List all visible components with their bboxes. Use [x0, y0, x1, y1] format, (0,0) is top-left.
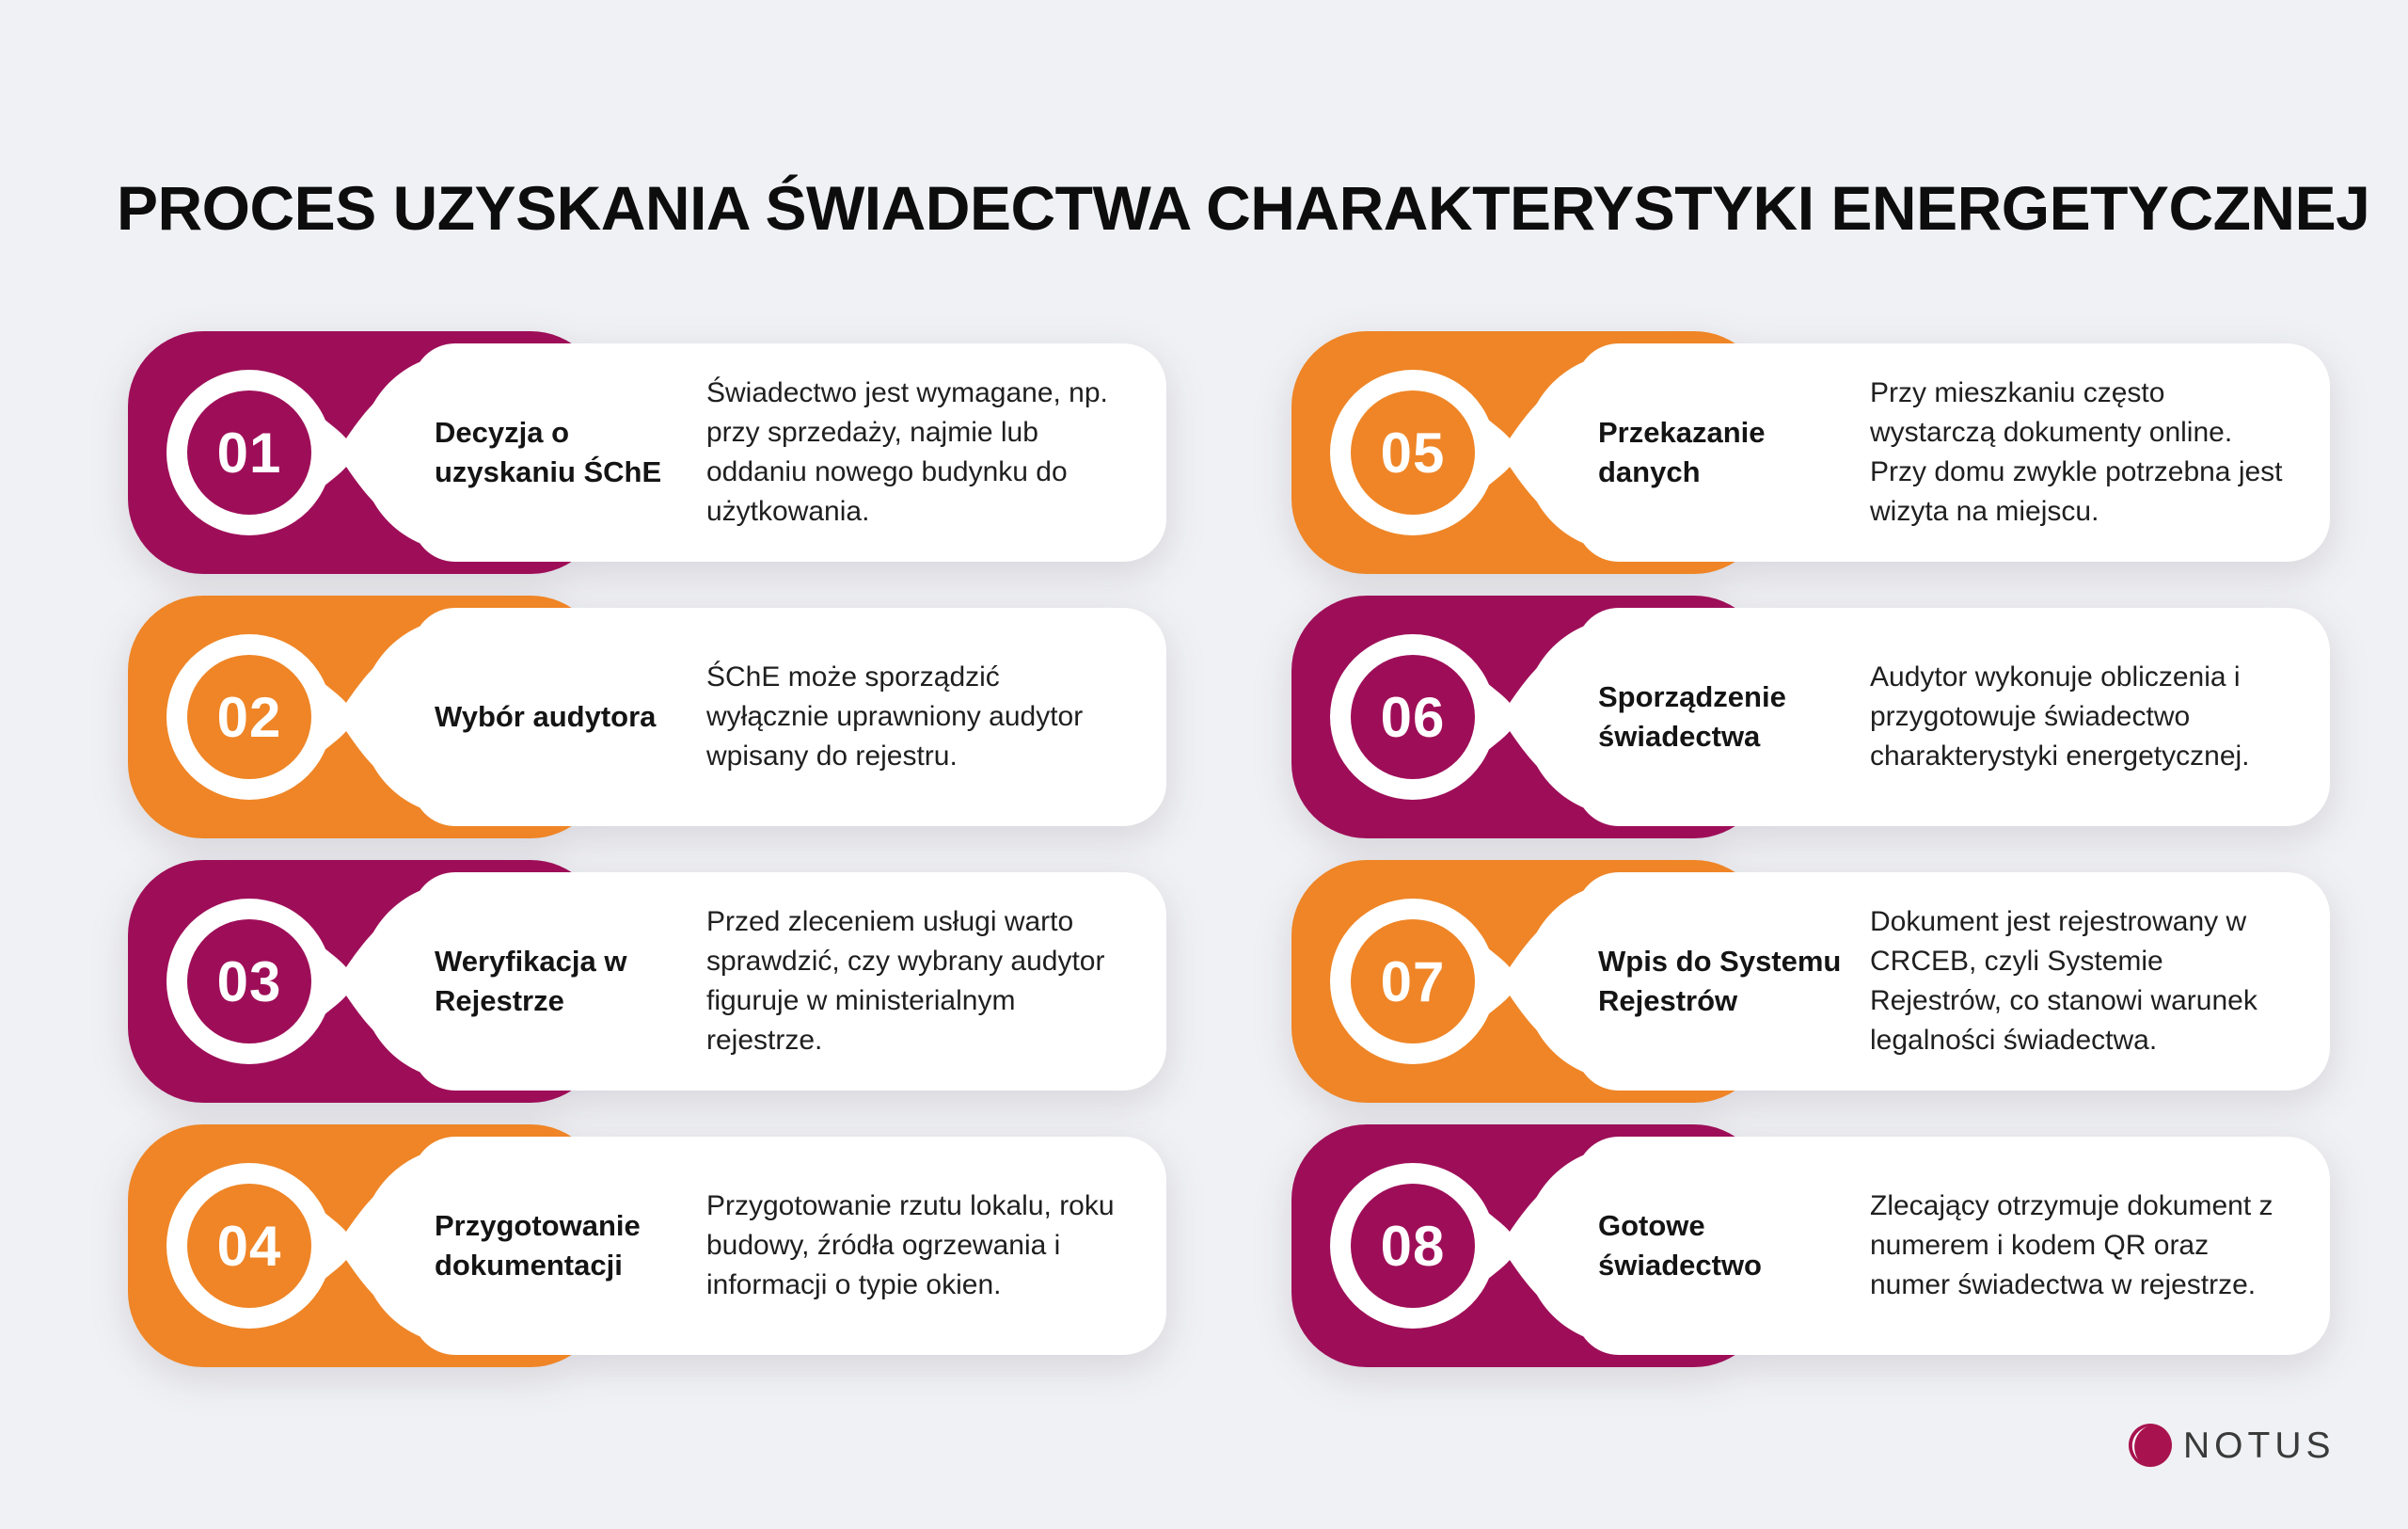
step-title: Decyzja o uzyskaniu ŚChE [435, 416, 662, 488]
step-01 [128, 331, 1166, 574]
step-title: Gotowe świadectwo [1598, 1209, 1762, 1282]
step-02 [128, 596, 1166, 838]
step-title: Weryfikacja w Rejestrze [435, 945, 627, 1017]
step-04 [128, 1124, 1166, 1367]
step-number: 04 [216, 1214, 282, 1278]
step-number: 03 [216, 949, 282, 1013]
step-08 [1291, 1124, 2330, 1367]
step-06 [1291, 596, 2330, 838]
step-title: Wpis do Systemu Rejestrów [1598, 945, 1842, 1017]
steps-grid [128, 331, 2330, 1367]
step-07 [1291, 860, 2330, 1103]
notus-logo [2128, 1421, 2336, 1470]
step-description: Świadectwo jest wymagane, np. przy sprzedaży, najmie lub oddaniu nowego budynku do użytkowania. [706, 377, 1108, 527]
step-description: ŚChE może sporządzić wyłącznie uprawniony audytor wpisany do rejestru. [706, 661, 1084, 772]
page-title: PROCES UZYSKANIA ŚWIADECTWA CHARAKTERYSTYKI ENERGETYCZNEJ [117, 173, 2370, 243]
step-number: 07 [1380, 949, 1446, 1013]
step-title: Sporządzenie świadectwa [1598, 680, 1786, 753]
step-number: 01 [216, 421, 282, 485]
step-number: 02 [216, 685, 282, 749]
step-description: Audytor wykonuje obliczenia i przygotowuje świadectwo charakterystyki energetycznej. [1870, 661, 2250, 772]
step-description: Zlecający otrzymuje dokument z numerem i kodem QR oraz numer świadectwa w rejestrze. [1870, 1190, 2273, 1300]
notus-logo-text: NOTUS [2183, 1425, 2336, 1466]
step-description: Dokument jest rejestrowany w CRCEB, czyli Systemie Rejestrów, co stanowi warunek legalności świadectwa. [1870, 906, 2258, 1056]
step-description: Przygotowanie rzutu lokalu, roku budowy, źródła ogrzewania i informacji o typie okien. [706, 1190, 1115, 1300]
notus-logo-mark-icon [2128, 1423, 2173, 1468]
step-number: 06 [1380, 685, 1446, 749]
step-description: Przy mieszkaniu często wystarczą dokumenty online. Przy domu zwykle potrzebna jest wizyta na miejscu. [1870, 377, 2283, 527]
step-05 [1291, 331, 2330, 574]
step-03 [128, 860, 1166, 1103]
step-title: Przekazanie danych [1598, 416, 1766, 488]
step-description: Przed zleceniem usługi warto sprawdzić, czy wybrany audytor figuruje w ministerialnym rejestrze. [706, 906, 1105, 1056]
step-number: 05 [1380, 421, 1446, 485]
step-number: 08 [1380, 1214, 1446, 1278]
step-title: Wybór audytora [435, 700, 657, 733]
step-title: Przygotowanie dokumentacji [435, 1209, 641, 1282]
